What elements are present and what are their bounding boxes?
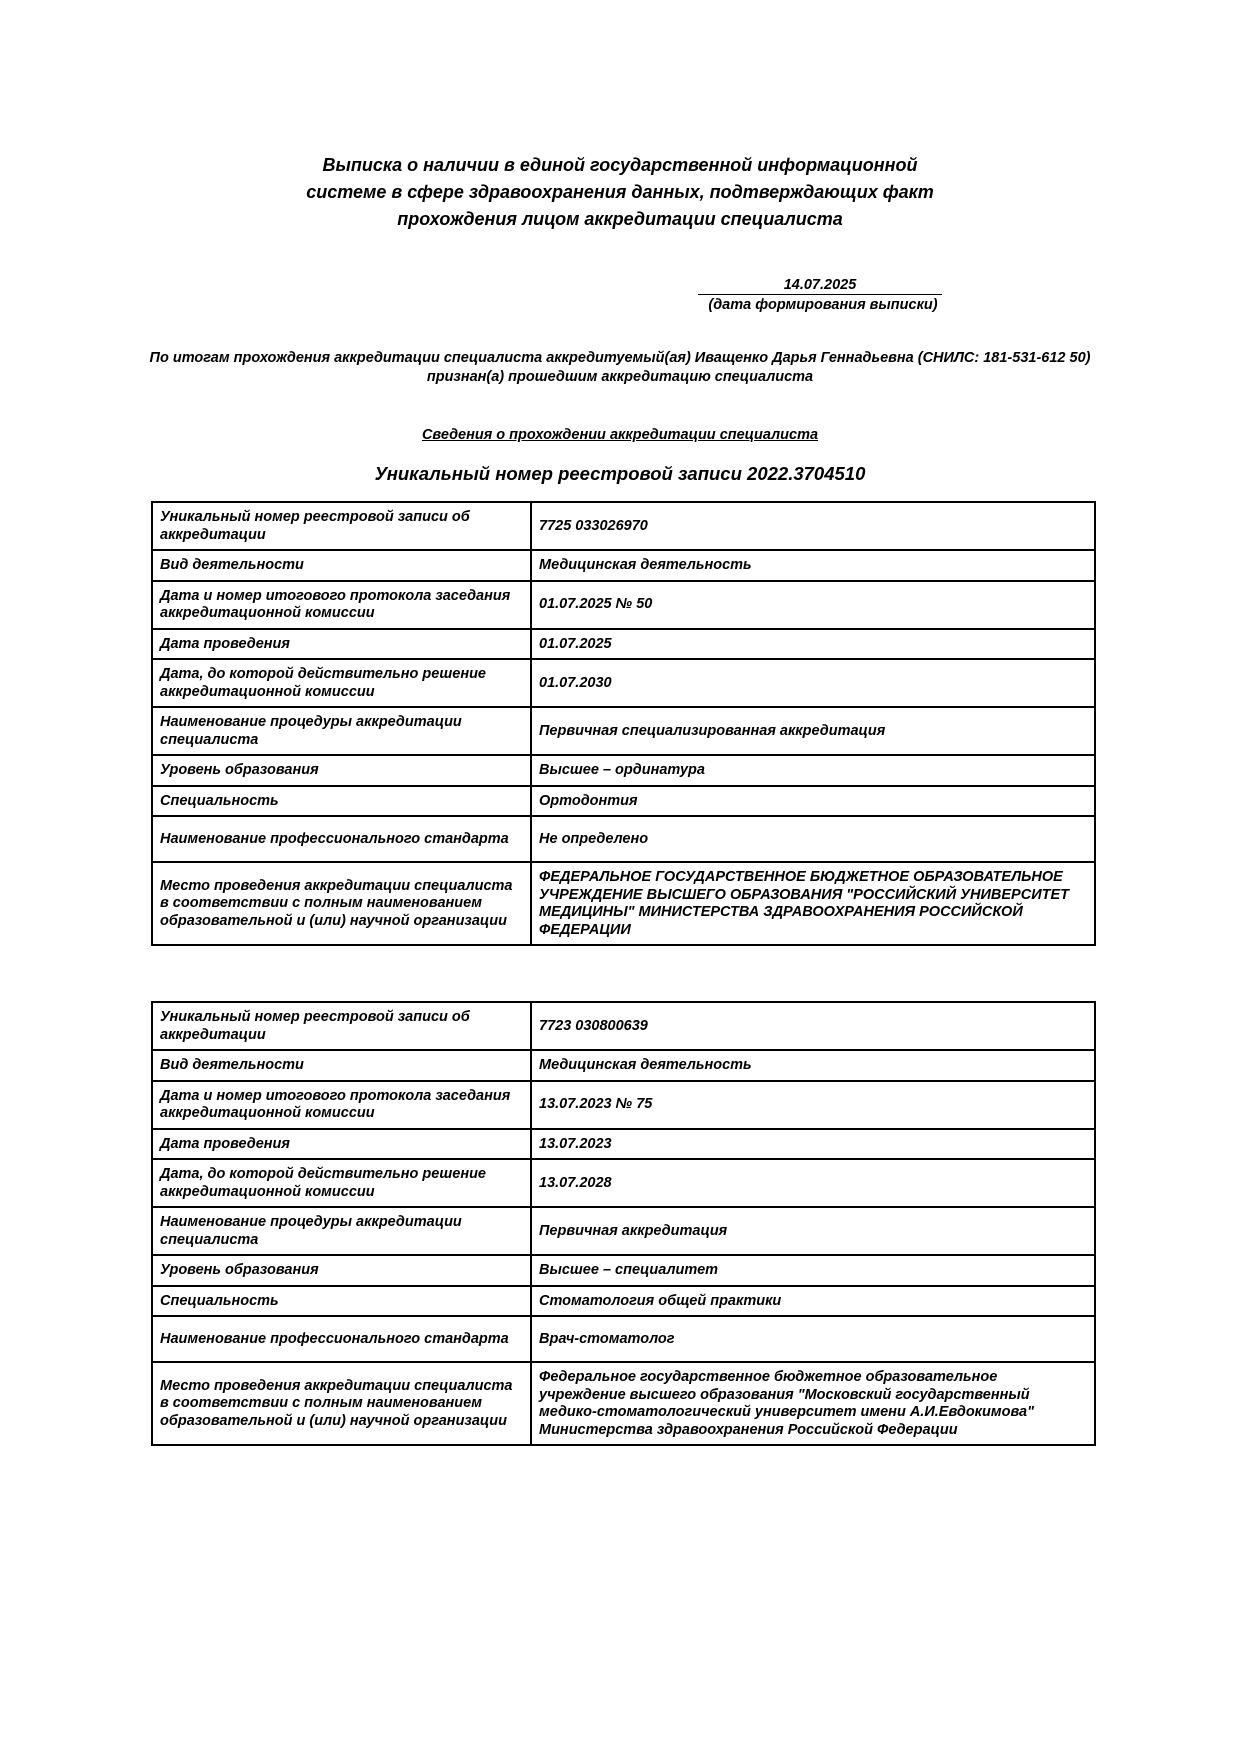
table-row: [152, 550, 1095, 581]
row-value: 01.07.2025: [531, 629, 1095, 660]
row-label: Дата и номер итогового протокола заседания аккредитационной комиссии: [152, 1081, 531, 1129]
row-value: Первичная аккредитация: [531, 1207, 1095, 1255]
row-label: Специальность: [152, 1286, 531, 1317]
table-row: [152, 786, 1095, 817]
table-row: [152, 1002, 1095, 1050]
row-value: Врач-стоматолог: [531, 1316, 1095, 1362]
row-label: Наименование процедуры аккредитации специалиста: [152, 1207, 531, 1255]
row-label: Уровень образования: [152, 755, 531, 786]
row-label: Уникальный номер реестровой записи об аккредитации: [152, 1002, 531, 1050]
table-row: [152, 755, 1095, 786]
formation-date-block: [688, 276, 948, 314]
table-row: [152, 659, 1095, 707]
table-row: [152, 816, 1095, 862]
row-value: Первичная специализированная аккредитация: [531, 707, 1095, 755]
table-row: [152, 1316, 1095, 1362]
row-value: Высшее – ординатура: [531, 755, 1095, 786]
row-label: Уникальный номер реестровой записи об аккредитации: [152, 502, 531, 550]
row-label: Дата проведения: [152, 629, 531, 660]
row-label: Вид деятельности: [152, 550, 531, 581]
row-label: Наименование профессионального стандарта: [152, 816, 531, 862]
table-row: [152, 1255, 1095, 1286]
table-row: [152, 1050, 1095, 1081]
row-label: Специальность: [152, 786, 531, 817]
row-value: 13.07.2023: [531, 1129, 1095, 1160]
row-value: 7725 033026970: [531, 502, 1095, 550]
row-value: ФЕДЕРАЛЬНОЕ ГОСУДАРСТВЕННОЕ БЮДЖЕТНОЕ ОБРАЗОВАТЕЛЬНОЕ УЧРЕЖДЕНИЕ ВЫСШЕГО ОБРАЗОВАНИЯ "РОССИЙСКИЙ УНИВЕРСИТЕТ МЕДИЦИНЫ" МИНИСТЕРСТВА ЗДРАВООХРАНЕНИЯ РОССИЙСКОЙ ФЕДЕРАЦИИ: [531, 862, 1095, 945]
row-label: Дата и номер итогового протокола заседания аккредитационной комиссии: [152, 581, 531, 629]
title-line-3: прохождения лицом аккредитации специалиста: [397, 209, 843, 229]
row-label: Дата проведения: [152, 1129, 531, 1160]
row-value: Медицинская деятельность: [531, 550, 1095, 581]
title-line-1: Выписка о наличии в единой государственной информационной: [322, 155, 918, 175]
row-value: Медицинская деятельность: [531, 1050, 1095, 1081]
registry-heading: Уникальный номер реестровой записи 2022.3704510: [374, 463, 866, 484]
title-line-2: системе в сфере здравоохранения данных, подтверждающих факт: [306, 182, 934, 202]
row-value: Высшее – специалитет: [531, 1255, 1095, 1286]
row-label: Дата, до которой действительно решение аккредитационной комиссии: [152, 1159, 531, 1207]
row-value: Ортодонтия: [531, 786, 1095, 817]
row-label: Дата, до которой действительно решение аккредитационной комиссии: [152, 659, 531, 707]
table-row: [152, 502, 1095, 550]
table-row: [152, 1129, 1095, 1160]
row-value: 01.07.2025 № 50: [531, 581, 1095, 629]
table-row: [152, 1081, 1095, 1129]
table-row: [152, 1362, 1095, 1445]
row-label: Место проведения аккредитации специалиста в соответствии с полным наименованием образовательной и (или) научной организации: [152, 862, 531, 945]
row-value: 7723 030800639: [531, 1002, 1095, 1050]
row-value: 13.07.2028: [531, 1159, 1095, 1207]
table-row: [152, 707, 1095, 755]
accreditation-record-table: [151, 1001, 1096, 1446]
accreditation-record-table: [151, 501, 1096, 946]
table-row: [152, 862, 1095, 945]
row-label: Вид деятельности: [152, 1050, 531, 1081]
section-heading: Сведения о прохождении аккредитации специалиста: [421, 427, 819, 443]
row-label: Место проведения аккредитации специалиста в соответствии с полным наименованием образовательной и (или) научной организации: [152, 1362, 531, 1445]
table-row: [152, 1286, 1095, 1317]
table-row: [152, 1207, 1095, 1255]
formation-date-caption: (дата формирования выписки): [708, 297, 938, 313]
row-value: Федеральное государственное бюджетное образовательное учреждение высшего образования "Московский государственный медико-стоматологический университет имени А.И.Евдокимова" Министерства здравоохранения Российской Федерации: [531, 1362, 1095, 1445]
row-value: Не определено: [531, 816, 1095, 862]
row-value: Стоматология общей практики: [531, 1286, 1095, 1317]
table-row: [152, 1159, 1095, 1207]
row-label: Наименование процедуры аккредитации специалиста: [152, 707, 531, 755]
table-row: [152, 629, 1095, 660]
formation-date: 14.07.2025: [698, 276, 942, 295]
table-row: [152, 581, 1095, 629]
row-label: Наименование профессионального стандарта: [152, 1316, 531, 1362]
row-value: 01.07.2030: [531, 659, 1095, 707]
document-title: [0, 152, 1240, 233]
intro-paragraph: По итогам прохождения аккредитации специалиста аккредитуемый(ая) Иващенко Дарья Геннадьевна (СНИЛС: 181-531-612 50) признан(а) прошедшим аккредитацию специалиста: [149, 350, 1091, 385]
row-label: Уровень образования: [152, 1255, 531, 1286]
row-value: 13.07.2023 № 75: [531, 1081, 1095, 1129]
